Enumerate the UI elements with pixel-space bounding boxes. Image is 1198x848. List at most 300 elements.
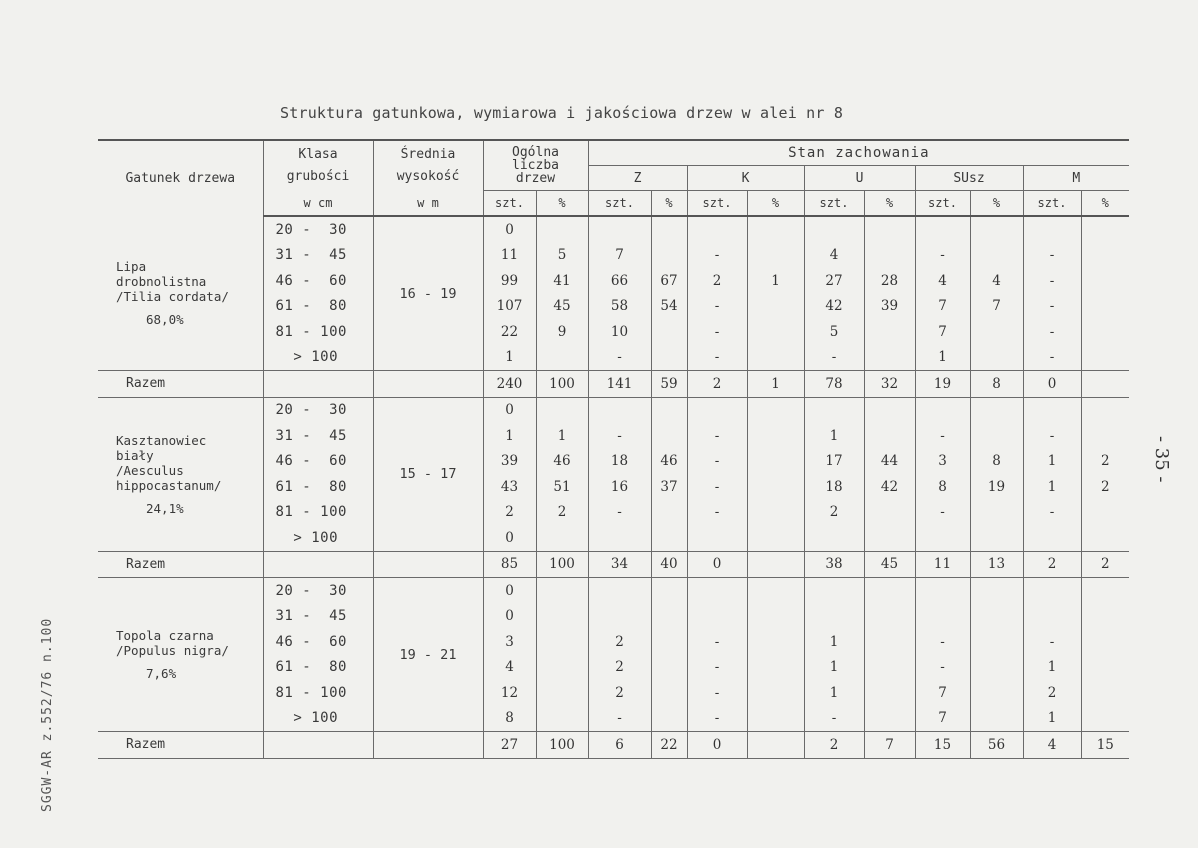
razem-empty-height — [373, 371, 483, 398]
value-cell: 18 — [588, 449, 651, 475]
value-cell — [1081, 578, 1129, 604]
value-cell — [588, 397, 651, 423]
razem-value: 40 — [651, 551, 687, 578]
value-cell: - — [687, 294, 747, 320]
thickness-class: 20 - 30 — [263, 216, 373, 243]
value-cell: - — [687, 423, 747, 449]
value-cell — [536, 578, 588, 604]
razem-label: Razem — [98, 371, 263, 398]
value-cell: 4 — [970, 268, 1023, 294]
unit-szt-header: szt. — [804, 191, 864, 217]
value-cell — [1081, 629, 1129, 655]
value-cell: - — [915, 243, 970, 269]
value-cell: 0 — [483, 216, 536, 243]
avg-height-value: 16 - 19 — [373, 216, 483, 371]
value-cell: - — [687, 243, 747, 269]
razem-value: 27 — [483, 732, 536, 759]
value-cell: - — [588, 423, 651, 449]
total-trees-header-line1: Ogólna — [512, 145, 559, 160]
value-cell: - — [687, 500, 747, 526]
value-cell — [1023, 604, 1081, 630]
razem-value: 2 — [687, 371, 747, 398]
value-cell — [864, 706, 915, 732]
razem-value: 141 — [588, 371, 651, 398]
thickness-class: 31 - 45 — [263, 604, 373, 630]
value-cell: 1 — [915, 345, 970, 371]
condition-group-z: Z — [588, 166, 687, 191]
condition-group-u: U — [804, 166, 915, 191]
razem-value — [1081, 371, 1129, 398]
value-cell: 0 — [483, 525, 536, 551]
value-cell — [687, 604, 747, 630]
value-cell — [804, 604, 864, 630]
unit-szt-header: szt. — [483, 191, 536, 217]
value-cell — [1081, 243, 1129, 269]
value-cell: - — [687, 680, 747, 706]
value-cell: - — [588, 345, 651, 371]
species-name-line: /Tilia cordata/ — [116, 289, 229, 304]
value-cell — [588, 578, 651, 604]
value-cell — [970, 216, 1023, 243]
value-cell: - — [1023, 629, 1081, 655]
value-cell: 43 — [483, 474, 536, 500]
razem-value: 0 — [687, 551, 747, 578]
value-cell: 7 — [915, 319, 970, 345]
razem-empty-class — [263, 551, 373, 578]
value-cell: 2 — [588, 629, 651, 655]
value-cell — [1023, 578, 1081, 604]
value-cell — [747, 525, 804, 551]
razem-value — [747, 732, 804, 759]
razem-value: 2 — [1081, 551, 1129, 578]
value-cell — [804, 525, 864, 551]
species-share: 68,0% — [146, 312, 184, 327]
value-cell — [1081, 706, 1129, 732]
value-cell: - — [1023, 345, 1081, 371]
value-cell: 2 — [687, 268, 747, 294]
razem-value: 100 — [536, 551, 588, 578]
total-trees-header-line2: liczba — [512, 158, 559, 173]
value-cell — [970, 629, 1023, 655]
value-cell — [687, 525, 747, 551]
value-cell — [1023, 397, 1081, 423]
value-cell: 1 — [536, 423, 588, 449]
razem-value: 0 — [687, 732, 747, 759]
value-cell — [1023, 525, 1081, 551]
value-cell — [1081, 500, 1129, 526]
value-cell — [1081, 397, 1129, 423]
value-cell — [651, 243, 687, 269]
species-name-line: Kasztanowiec — [116, 432, 207, 448]
value-cell — [1081, 294, 1129, 320]
species-name-line: /Populus nigra/ — [116, 643, 229, 658]
razem-value: 100 — [536, 732, 588, 759]
thickness-class: > 100 — [263, 525, 373, 551]
value-cell: - — [915, 500, 970, 526]
razem-row — [98, 732, 1129, 759]
value-cell: - — [1023, 500, 1081, 526]
value-cell: 7 — [915, 294, 970, 320]
value-cell — [970, 319, 1023, 345]
value-cell: 22 — [483, 319, 536, 345]
razem-empty-height — [373, 732, 483, 759]
unit-szt-header: szt. — [1023, 191, 1081, 217]
value-cell: 51 — [536, 474, 588, 500]
value-cell — [651, 655, 687, 681]
value-cell — [747, 449, 804, 475]
value-cell: 2 — [483, 500, 536, 526]
value-cell — [536, 655, 588, 681]
value-cell — [747, 216, 804, 243]
value-cell — [651, 525, 687, 551]
value-cell — [970, 397, 1023, 423]
razem-value — [747, 551, 804, 578]
value-cell: 1 — [1023, 474, 1081, 500]
value-cell — [651, 629, 687, 655]
species-name-line: /Aesculus — [116, 462, 184, 478]
species-cell — [98, 216, 263, 371]
razem-value: 1 — [747, 371, 804, 398]
species-share: 7,6% — [146, 666, 177, 681]
value-cell — [915, 578, 970, 604]
razem-value: 78 — [804, 371, 864, 398]
value-cell: 8 — [970, 449, 1023, 475]
value-cell: 2 — [1081, 474, 1129, 500]
razem-value: 6 — [588, 732, 651, 759]
value-cell — [864, 423, 915, 449]
avg-height-header-line1: Średnia — [400, 146, 456, 162]
avg-height-value: 19 - 21 — [373, 578, 483, 732]
value-cell — [747, 500, 804, 526]
razem-value: 240 — [483, 371, 536, 398]
value-cell — [970, 500, 1023, 526]
unit-pct-header: % — [970, 191, 1023, 217]
value-cell — [588, 604, 651, 630]
total-trees-header — [483, 140, 588, 191]
value-cell — [747, 680, 804, 706]
value-cell — [651, 423, 687, 449]
value-cell — [970, 525, 1023, 551]
value-cell: 1 — [747, 268, 804, 294]
razem-value: 15 — [1081, 732, 1129, 759]
value-cell — [536, 525, 588, 551]
value-cell: - — [1023, 294, 1081, 320]
value-cell — [970, 423, 1023, 449]
value-cell: 2 — [536, 500, 588, 526]
value-cell: 107 — [483, 294, 536, 320]
condition-group-k: K — [687, 166, 804, 191]
value-cell: 17 — [804, 449, 864, 475]
value-cell — [1081, 319, 1129, 345]
unit-szt-header: szt. — [687, 191, 747, 217]
value-cell: 46 — [536, 449, 588, 475]
razem-value: 32 — [864, 371, 915, 398]
value-cell — [536, 680, 588, 706]
value-cell: - — [1023, 243, 1081, 269]
value-cell: 12 — [483, 680, 536, 706]
value-cell — [864, 629, 915, 655]
species-cell — [98, 397, 263, 551]
unit-pct-header: % — [651, 191, 687, 217]
value-cell: 27 — [804, 268, 864, 294]
value-cell: 46 — [651, 449, 687, 475]
thickness-class: 46 - 60 — [263, 629, 373, 655]
table-row — [98, 397, 1129, 423]
razem-value: 4 — [1023, 732, 1081, 759]
value-cell: 3 — [483, 629, 536, 655]
table-row — [98, 578, 1129, 604]
value-cell — [1081, 604, 1129, 630]
value-cell — [536, 216, 588, 243]
value-cell — [536, 397, 588, 423]
species-name-line: hippocastanum/ — [116, 477, 222, 493]
unit-szt-header: szt. — [915, 191, 970, 217]
unit-pct-header: % — [536, 191, 588, 217]
value-cell — [864, 525, 915, 551]
razem-empty-class — [263, 732, 373, 759]
value-cell — [747, 655, 804, 681]
value-cell: - — [915, 629, 970, 655]
value-cell: - — [687, 474, 747, 500]
value-cell: - — [1023, 319, 1081, 345]
thickness-class: 61 - 80 — [263, 655, 373, 681]
value-cell — [915, 525, 970, 551]
razem-row — [98, 371, 1129, 398]
razem-value: 85 — [483, 551, 536, 578]
value-cell — [1081, 345, 1129, 371]
value-cell: - — [687, 449, 747, 475]
value-cell: 58 — [588, 294, 651, 320]
value-cell: 1 — [1023, 449, 1081, 475]
value-cell — [651, 397, 687, 423]
value-cell: 45 — [536, 294, 588, 320]
species-name-line: biały — [116, 447, 154, 463]
razem-value: 2 — [804, 732, 864, 759]
value-cell: 37 — [651, 474, 687, 500]
value-cell: 9 — [536, 319, 588, 345]
value-cell: - — [804, 706, 864, 732]
value-cell: 1 — [483, 345, 536, 371]
value-cell: 7 — [915, 680, 970, 706]
thickness-class: > 100 — [263, 345, 373, 371]
value-cell — [747, 294, 804, 320]
value-cell — [915, 397, 970, 423]
value-cell: - — [687, 629, 747, 655]
value-cell — [536, 706, 588, 732]
thickness-class: > 100 — [263, 706, 373, 732]
value-cell: 1 — [1023, 655, 1081, 681]
value-cell — [970, 345, 1023, 371]
value-cell: - — [804, 345, 864, 371]
value-cell: - — [915, 423, 970, 449]
value-cell — [536, 345, 588, 371]
thickness-class-header-line2: grubości — [286, 168, 350, 184]
razem-value: 13 — [970, 551, 1023, 578]
value-cell: 42 — [804, 294, 864, 320]
total-trees-header-line3: drzew — [515, 171, 556, 186]
stan-zachowania-header: Stan zachowania — [588, 140, 1129, 166]
species-name-line: Lipa — [116, 259, 147, 274]
value-cell — [864, 680, 915, 706]
razem-value: 7 — [864, 732, 915, 759]
value-cell: 28 — [864, 268, 915, 294]
value-cell — [970, 706, 1023, 732]
value-cell — [651, 319, 687, 345]
value-cell — [747, 319, 804, 345]
value-cell: 2 — [804, 500, 864, 526]
value-cell — [747, 578, 804, 604]
species-share: 24,1% — [146, 500, 184, 516]
value-cell: 4 — [483, 655, 536, 681]
thickness-class-header — [263, 140, 373, 191]
value-cell — [747, 474, 804, 500]
value-cell: 1 — [804, 629, 864, 655]
value-cell: 2 — [1081, 449, 1129, 475]
value-cell — [970, 604, 1023, 630]
razem-empty-class — [263, 371, 373, 398]
value-cell — [864, 397, 915, 423]
value-cell — [747, 706, 804, 732]
value-cell — [687, 578, 747, 604]
value-cell: 3 — [915, 449, 970, 475]
value-cell — [687, 397, 747, 423]
value-cell — [864, 578, 915, 604]
value-cell — [651, 345, 687, 371]
value-cell — [747, 397, 804, 423]
razem-value: 38 — [804, 551, 864, 578]
value-cell — [864, 500, 915, 526]
value-cell — [651, 680, 687, 706]
condition-group-susz: SUsz — [915, 166, 1023, 191]
thickness-class-unit: w cm — [263, 191, 373, 217]
value-cell — [747, 604, 804, 630]
razem-empty-height — [373, 551, 483, 578]
value-cell — [804, 216, 864, 243]
value-cell: - — [687, 319, 747, 345]
value-cell — [747, 345, 804, 371]
avg-height-unit: w m — [373, 191, 483, 217]
species-header: Gatunek drzewa — [98, 140, 263, 216]
value-cell — [864, 655, 915, 681]
value-cell — [1081, 268, 1129, 294]
value-cell: 8 — [915, 474, 970, 500]
value-cell — [747, 243, 804, 269]
value-cell: 0 — [483, 397, 536, 423]
value-cell: 66 — [588, 268, 651, 294]
value-cell — [864, 319, 915, 345]
unit-pct-header: % — [864, 191, 915, 217]
avg-height-value: 15 - 17 — [373, 397, 483, 551]
value-cell — [864, 345, 915, 371]
value-cell: 16 — [588, 474, 651, 500]
value-cell: 2 — [1023, 680, 1081, 706]
value-cell: - — [687, 706, 747, 732]
value-cell: - — [687, 655, 747, 681]
razem-label: Razem — [98, 732, 263, 759]
side-label: SGGW-AR z.552/76 n.100 — [40, 617, 55, 812]
thickness-class: 61 - 80 — [263, 474, 373, 500]
value-cell: 0 — [483, 604, 536, 630]
value-cell — [1023, 216, 1081, 243]
avg-height-header — [373, 140, 483, 191]
value-cell: 2 — [588, 680, 651, 706]
thickness-class: 20 - 30 — [263, 397, 373, 423]
razem-value: 11 — [915, 551, 970, 578]
value-cell — [651, 578, 687, 604]
razem-value: 15 — [915, 732, 970, 759]
value-cell: 4 — [915, 268, 970, 294]
value-cell — [1081, 216, 1129, 243]
species-name-line: Topola czarna — [116, 628, 214, 643]
value-cell — [1081, 655, 1129, 681]
razem-value: 22 — [651, 732, 687, 759]
condition-group-m: M — [1023, 166, 1129, 191]
value-cell: 4 — [804, 243, 864, 269]
tree-structure-table — [98, 139, 1129, 759]
unit-pct-header: % — [1081, 191, 1129, 217]
value-cell: - — [588, 500, 651, 526]
value-cell: 19 — [970, 474, 1023, 500]
table-row — [98, 216, 1129, 243]
razem-row — [98, 551, 1129, 578]
species-name-line: drobnolistna — [116, 274, 207, 289]
value-cell: 99 — [483, 268, 536, 294]
razem-value: 59 — [651, 371, 687, 398]
value-cell — [804, 578, 864, 604]
value-cell — [1081, 680, 1129, 706]
value-cell — [970, 578, 1023, 604]
value-cell: 67 — [651, 268, 687, 294]
thickness-class-header-line1: Klasa — [298, 146, 338, 162]
value-cell: 7 — [915, 706, 970, 732]
value-cell: - — [588, 706, 651, 732]
value-cell: 1 — [1023, 706, 1081, 732]
value-cell — [651, 604, 687, 630]
value-cell — [864, 243, 915, 269]
value-cell: - — [687, 345, 747, 371]
value-cell — [864, 216, 915, 243]
value-cell: 44 — [864, 449, 915, 475]
value-cell: - — [1023, 423, 1081, 449]
value-cell — [915, 216, 970, 243]
value-cell — [651, 216, 687, 243]
value-cell: 18 — [804, 474, 864, 500]
value-cell: 39 — [483, 449, 536, 475]
value-cell: 5 — [536, 243, 588, 269]
razem-value: 8 — [970, 371, 1023, 398]
value-cell: 39 — [864, 294, 915, 320]
value-cell: 1 — [804, 423, 864, 449]
value-cell — [747, 629, 804, 655]
value-cell: - — [915, 655, 970, 681]
value-cell — [651, 500, 687, 526]
razem-value: 2 — [1023, 551, 1081, 578]
razem-value: 34 — [588, 551, 651, 578]
value-cell: 41 — [536, 268, 588, 294]
value-cell — [687, 216, 747, 243]
value-cell — [970, 243, 1023, 269]
value-cell — [864, 604, 915, 630]
value-cell: 0 — [483, 578, 536, 604]
value-cell — [651, 706, 687, 732]
value-cell — [588, 216, 651, 243]
value-cell — [588, 525, 651, 551]
thickness-class: 46 - 60 — [263, 268, 373, 294]
value-cell: 42 — [864, 474, 915, 500]
value-cell — [747, 423, 804, 449]
value-cell: - — [1023, 268, 1081, 294]
unit-pct-header: % — [747, 191, 804, 217]
